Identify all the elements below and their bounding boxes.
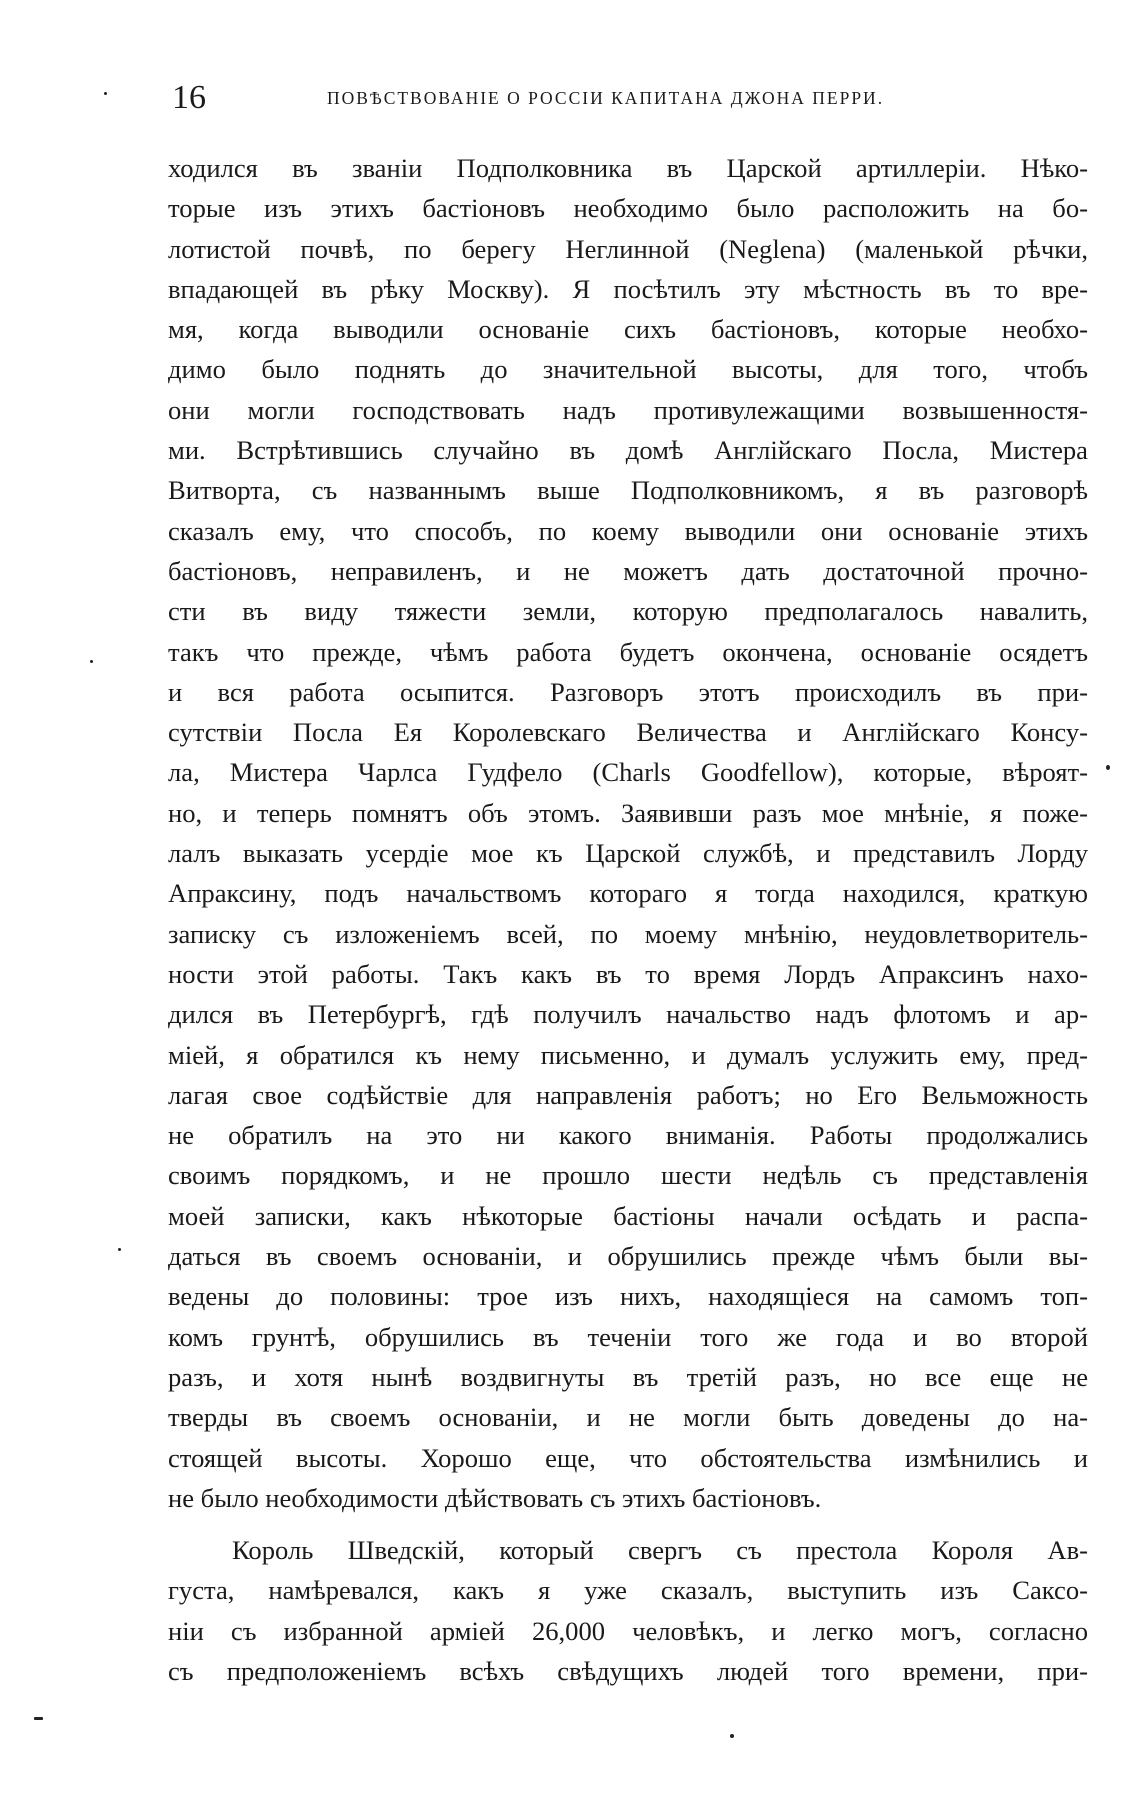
scan-speck — [90, 660, 93, 663]
text-line: ности этой работы. Такъ какъ въ то время Лордъ Апраксинъ нахо- — [168, 958, 1088, 989]
scan-speck — [1106, 765, 1110, 770]
paragraph-1 — [168, 148, 1088, 1518]
text-line: сказалъ ему, что способъ, по коему выводили они основаніе этихъ — [168, 515, 1088, 546]
text-line: и вся работа осыпится. Разговоръ этотъ происходилъ въ при- — [168, 676, 1088, 707]
text-line: но, и теперь помнятъ объ этомъ. Заявивши разъ мое мнѣніе, я поже- — [168, 797, 1088, 828]
text-line: не было необходимости дѣйствовать съ этихъ бастіоновъ. — [168, 1482, 822, 1513]
paragraph-gap — [168, 1518, 1088, 1530]
text-line: тверды въ своемъ основаніи, и не могли быть доведены до на- — [168, 1402, 1088, 1433]
scan-speck — [34, 1717, 43, 1720]
scan-speck — [730, 1734, 734, 1738]
text-line: впадающей въ рѣку Москву). Я посѣтилъ эту мѣстность въ то вре- — [168, 273, 1088, 304]
paragraph-2 — [168, 1530, 1088, 1691]
text-line: моей записки, какъ нѣкоторые бастіоны начали осѣдать и распа- — [168, 1200, 1088, 1231]
text-line: они могли господствовать надъ противулежащими возвышенностя- — [168, 394, 1088, 425]
text-line: ми. Встрѣтившись случайно въ домѣ Англійскаго Посла, Мистера — [168, 435, 1088, 466]
text-line: своимъ порядкомъ, и не прошло шести недѣль съ представленія — [168, 1160, 1088, 1191]
text-line: сутствіи Посла Ея Королевскаго Величества и Англійскаго Консу- — [168, 717, 1088, 748]
scan-speck — [104, 92, 107, 95]
text-line: Витворта, съ названнымъ выше Подполковникомъ, я въ разговорѣ — [168, 475, 1088, 506]
text-line: такъ что прежде, чѣмъ работа будетъ окончена, основаніе осядетъ — [168, 636, 1088, 667]
text-line: не обратилъ на это ни какого вниманія. Работы продолжались — [168, 1120, 1088, 1151]
running-title: ПОВѢСТВОВАНІЕ О РОССІИ КАПИТАНА ДЖОНА ПЕРРИ. — [327, 88, 885, 108]
page-number: 16 — [172, 79, 206, 116]
text-line: Апраксину, подъ начальствомъ котораго я тогда находился, краткую — [168, 878, 1088, 909]
text-line: лалъ выказать усердіе мое къ Царской службѣ, и представилъ Лорду — [168, 838, 1088, 869]
text-line: дился въ Петербургѣ, гдѣ получилъ начальство надъ флотомъ и ар- — [168, 999, 1088, 1030]
text-line: записку съ изложеніемъ всей, по моему мнѣнію, неудовлетворитель- — [168, 918, 1088, 949]
text-line: разъ, и хотя нынѣ воздвигнуты въ третій разъ, но все еще не — [168, 1361, 1088, 1392]
text-line: бастіоновъ, неправиленъ, и не можетъ дать достаточной прочно- — [168, 555, 1088, 586]
text-line: торые изъ этихъ бастіоновъ необходимо было расположить на бо- — [168, 193, 1088, 224]
text-line: димо было поднять до значительной высоты, для того, чтобъ — [168, 354, 1088, 385]
text-line: мя, когда выводили основаніе сихъ бастіоновъ, которые необхо- — [168, 314, 1088, 345]
text-line: даться въ своемъ основаніи, и обрушились прежде чѣмъ были вы- — [168, 1241, 1088, 1272]
text-line: сти въ виду тяжести земли, которую предполагалось навалить, — [168, 596, 1088, 627]
page-header — [172, 78, 972, 118]
text-line: лотистой почвѣ, по берегу Неглинной (Neglena) (маленькой рѣчки, — [168, 233, 1088, 264]
text-line: ніи съ избранной арміей 26,000 человѣкъ, и легко могъ, согласно — [168, 1615, 1088, 1646]
body-text — [168, 148, 1088, 1691]
text-line: стоящей высоты. Хорошо еще, что обстоятельства измѣнились и — [168, 1442, 1088, 1473]
text-line: густа, намѣревался, какъ я уже сказалъ, выступить изъ Саксо- — [168, 1575, 1088, 1606]
text-line: ла, Мистера Чарлса Гудфело (Charls Goodfellow), которые, вѣроят- — [168, 757, 1088, 788]
text-line: міей, я обратился къ нему письменно, и думалъ услужить ему, пред- — [168, 1039, 1088, 1070]
text-line: лагая свое содѣйствіе для направленія работъ; но Его Вельможность — [168, 1079, 1088, 1110]
text-line: съ предположеніемъ всѣхъ свѣдущихъ людей того времени, при- — [168, 1655, 1088, 1686]
text-line: ходился въ званіи Подполковника въ Царской артиллеріи. Нѣко- — [168, 153, 1088, 183]
text-line: комъ грунтѣ, обрушились въ теченіи того же года и во второй — [168, 1321, 1088, 1352]
scan-speck — [118, 1248, 121, 1251]
text-line: ведены до половины: трое изъ нихъ, находящіеся на самомъ топ- — [168, 1281, 1088, 1312]
text-line: Король Шведскій, который свергъ съ престола Короля Ав- — [232, 1535, 1088, 1566]
